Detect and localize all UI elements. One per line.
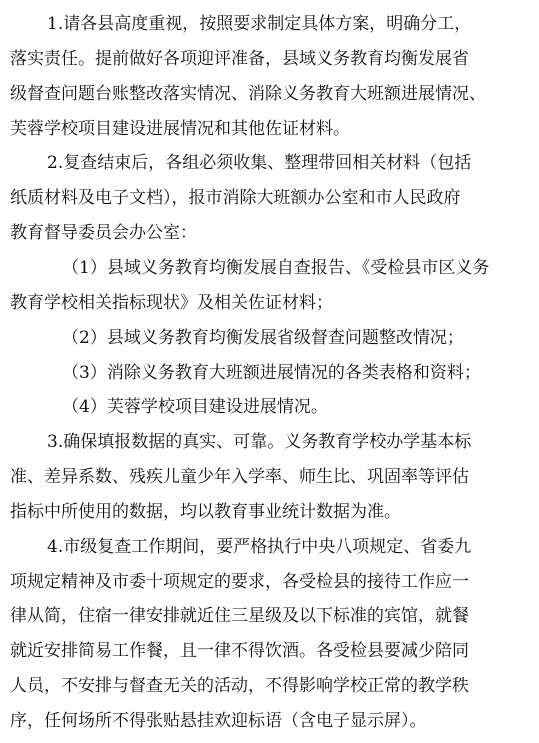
text-line-9: 教育学校相关指标现状》及相关佐证材料； (10, 293, 333, 313)
text-line-20: 人员，不安排与督查无关的活动，不得影响学校正常的教学秩 (10, 676, 469, 696)
text-line-2: 落实责任。提前做好各项迎评准备，县域义务教育均衡发展省 (10, 49, 469, 69)
text-line-4: 芙蓉学校项目建设进展情况和其他佐证材料。 (10, 119, 350, 139)
text-line-10: （2）县域义务教育均衡发展省级督查问题整改情况； (62, 328, 464, 348)
text-line-8: （1）县域义务教育均衡发展自查报告、《受检县市区义务 (62, 258, 490, 278)
text-line-14: 准、差异系数、残疾儿童少年入学率、师生比、巩固率等评估 (10, 467, 469, 487)
text-line-7: 教育督导委员会办公室： (10, 223, 197, 243)
text-line-16: 4.市级复查工作期间，要严格执行中央八项规定、省委九 (47, 537, 472, 557)
text-line-6: 纸质材料及电子文档），报市消除大班额办公室和市人民政府 (10, 188, 461, 208)
text-line-12: （4）芙蓉学校项目建设进展情况。 (62, 397, 328, 417)
text-line-15: 指标中所使用的数据，均以教育事业统计数据为准。 (10, 502, 401, 522)
text-line-21: 序，任何场所不得张贴悬挂欢迎标语（含电子显示屏）。 (10, 711, 427, 731)
text-line-5: 2.复查结束后，各组必须收集、整理带回相关材料（包括 (47, 153, 472, 173)
text-line-3: 级督查问题台账整改落实情况、消除义务教育大班额进展情况、 (10, 84, 486, 104)
text-line-18: 律从简，住宿一律安排就近住三星级及以下标准的宾馆，就餐 (10, 606, 469, 626)
text-line-13: 3.确保填报数据的真实、可靠。义务教育学校办学基本标 (47, 432, 472, 452)
text-line-11: （3）消除义务教育大班额进展情况的各类表格和资料； (62, 363, 481, 383)
text-line-1: 1.请各县高度重视，按照要求制定具体方案，明确分工， (47, 14, 472, 34)
text-line-19: 就近安排简易工作餐，且一律不得饮酒。各受检县要减少陪同 (10, 641, 469, 661)
text-line-17: 项规定精神及市委十项规定的要求，各受检县的接待工作应一 (10, 572, 469, 592)
